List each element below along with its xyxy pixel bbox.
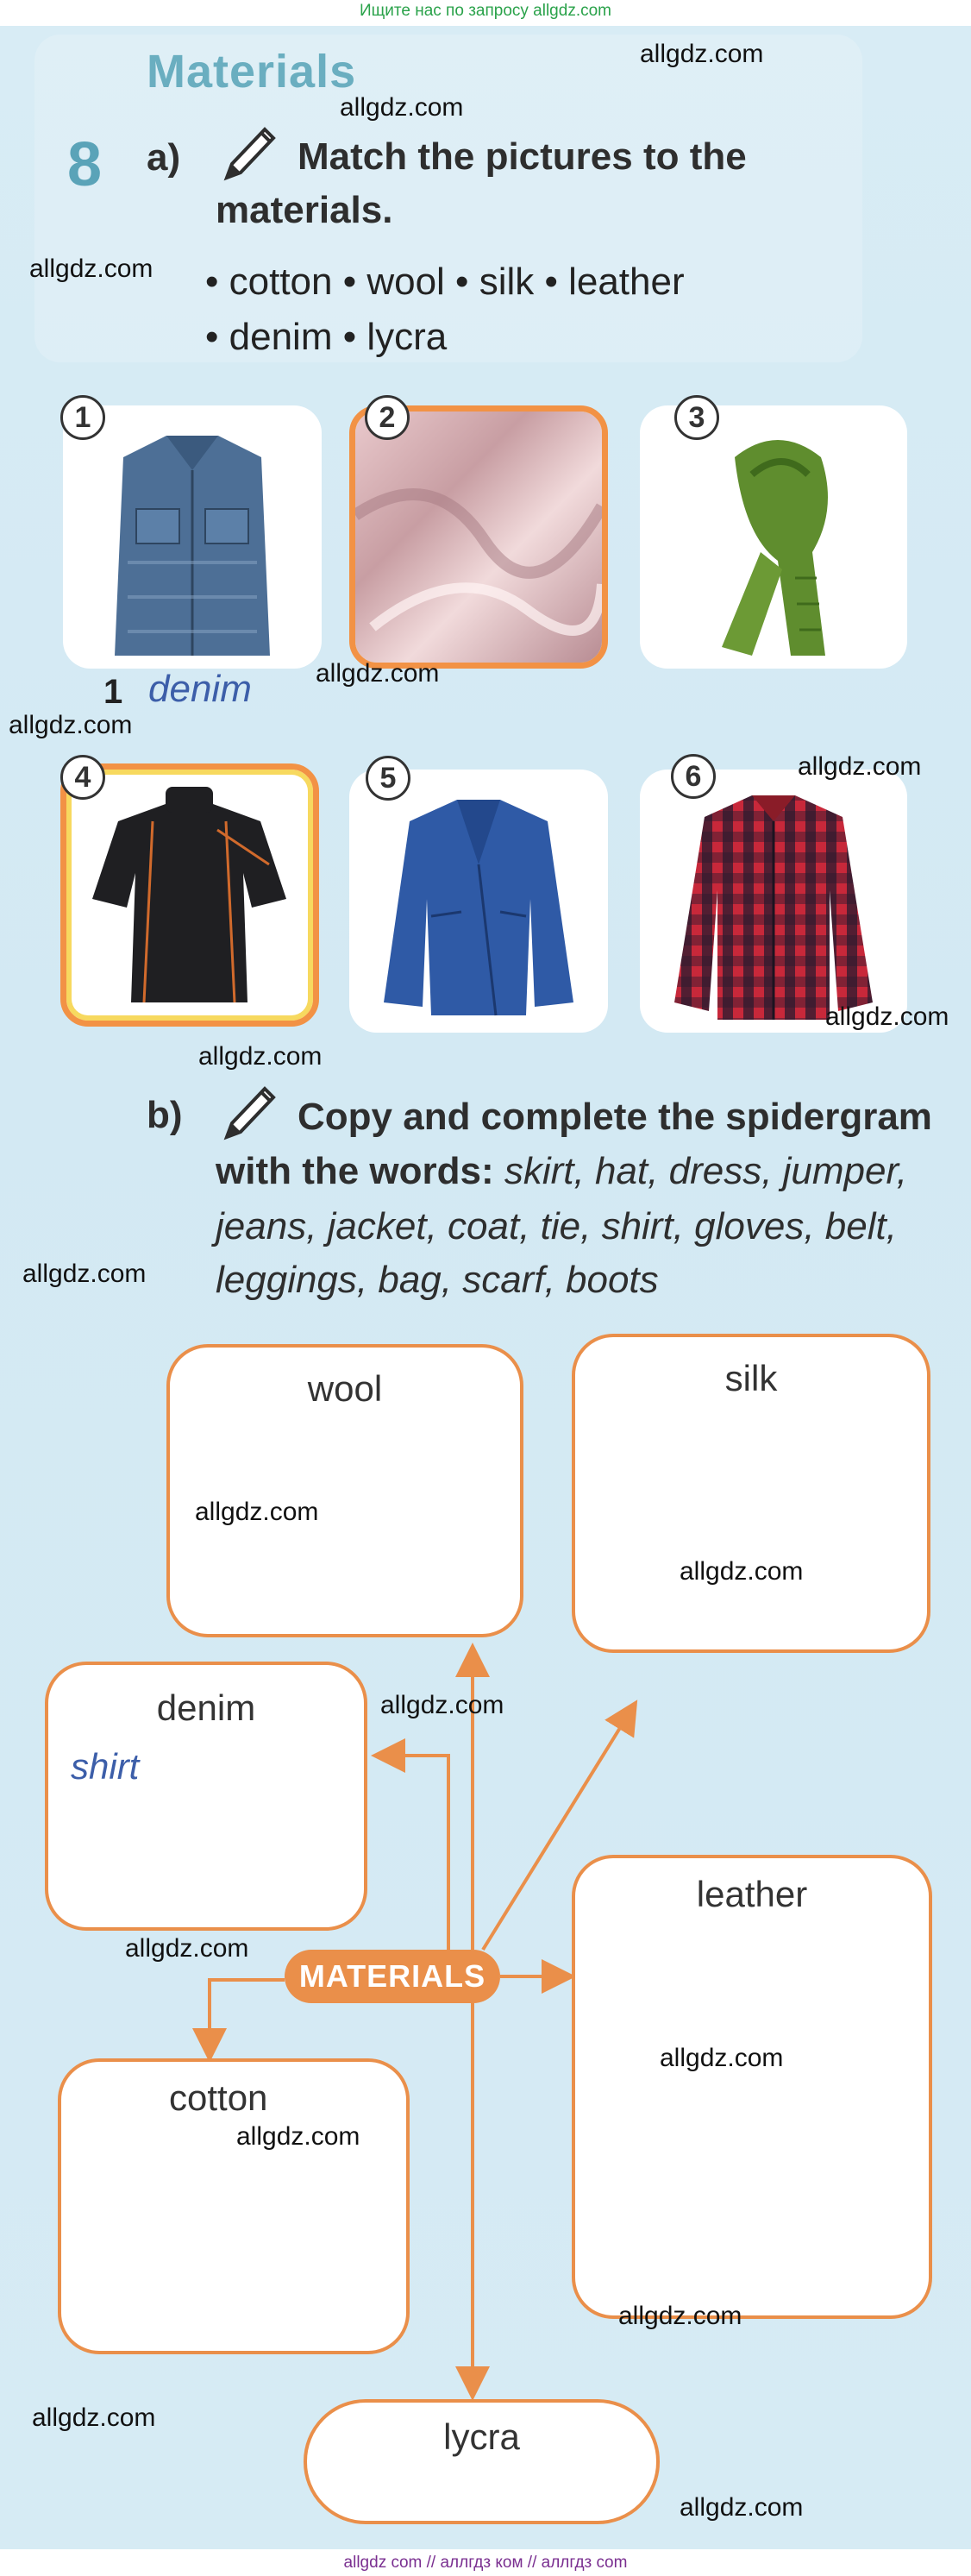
- box-cotton: [58, 2058, 410, 2354]
- watermark: allgdz.com: [236, 2122, 360, 2151]
- spidergram-center-materials: MATERIALS: [285, 1950, 500, 2003]
- picture-number-1: 1: [60, 395, 105, 440]
- box-lycra-label: lycra: [443, 2416, 520, 2457]
- box-wool-label: wool: [307, 1368, 383, 1409]
- watermark: allgdz.com: [825, 1002, 949, 1031]
- watermark: allgdz.com: [195, 1498, 319, 1526]
- watermark: allgdz.com: [32, 2403, 156, 2432]
- picture-number-2: 2: [365, 395, 410, 440]
- part-a-instruction-line1: Match the pictures to the: [298, 135, 747, 178]
- box-cotton-label: cotton: [169, 2077, 268, 2118]
- word-list-line1: • cotton • wool • silk • leather: [205, 261, 685, 303]
- part-b-line2-italic: skirt, hat, dress, jumper,: [493, 1150, 907, 1192]
- part-b-instruction-line3: jeans, jacket, coat, tie, shirt, gloves, belt,: [216, 1205, 897, 1247]
- part-b-instruction-line1: Copy and complete the spidergram: [298, 1096, 932, 1138]
- box-wool: [166, 1344, 523, 1637]
- watermark: allgdz.com: [640, 40, 764, 68]
- watermark: allgdz.com: [680, 1557, 804, 1586]
- bottom-watermark-bar: allgdz com // аллгдз ком // аллгдз com: [0, 2549, 971, 2576]
- box-silk: [572, 1334, 930, 1653]
- box-silk-label: silk: [724, 1358, 778, 1398]
- watermark: allgdz.com: [316, 659, 440, 688]
- top-watermark-bar: Ищите нас по запросу allgdz.com: [0, 0, 971, 26]
- watermark: allgdz.com: [22, 1260, 147, 1288]
- watermark: allgdz.com: [680, 2493, 804, 2522]
- example-answer-word: denim: [148, 668, 252, 710]
- box-denim-example-answer: shirt: [71, 1746, 140, 1787]
- section-title: Materials: [147, 46, 357, 97]
- picture-number-3: 3: [674, 395, 719, 440]
- box-denim-label: denim: [156, 1687, 256, 1728]
- part-a-label: a): [147, 136, 181, 179]
- box-leather-label: leather: [696, 1874, 808, 1914]
- box-denim: [45, 1662, 367, 1931]
- example-answer-number: 1: [103, 673, 123, 711]
- exercise-number: 8: [67, 130, 103, 199]
- part-a-instruction-line2: materials.: [216, 189, 393, 231]
- watermark: allgdz.com: [798, 752, 922, 781]
- box-lycra: [304, 2399, 660, 2524]
- part-b-instruction-line4: leggings, bag, scarf, boots: [216, 1259, 659, 1301]
- watermark: allgdz.com: [340, 93, 464, 122]
- word-list-line2: • denim • lycra: [205, 316, 448, 358]
- picture-number-6: 6: [671, 754, 716, 799]
- watermark: allgdz.com: [9, 711, 133, 739]
- part-b-line2-bold: with the words:: [216, 1150, 494, 1192]
- watermark: allgdz.com: [198, 1042, 323, 1071]
- watermark: allgdz.com: [29, 254, 153, 283]
- picture-number-5: 5: [366, 756, 410, 801]
- watermark: allgdz.com: [660, 2044, 784, 2072]
- box-leather: [572, 1855, 932, 2319]
- watermark: allgdz.com: [380, 1691, 504, 1719]
- part-b-label: b): [147, 1094, 183, 1136]
- watermark: allgdz.com: [125, 1934, 249, 1963]
- watermark: allgdz.com: [618, 2302, 742, 2330]
- picture-number-4: 4: [60, 755, 105, 800]
